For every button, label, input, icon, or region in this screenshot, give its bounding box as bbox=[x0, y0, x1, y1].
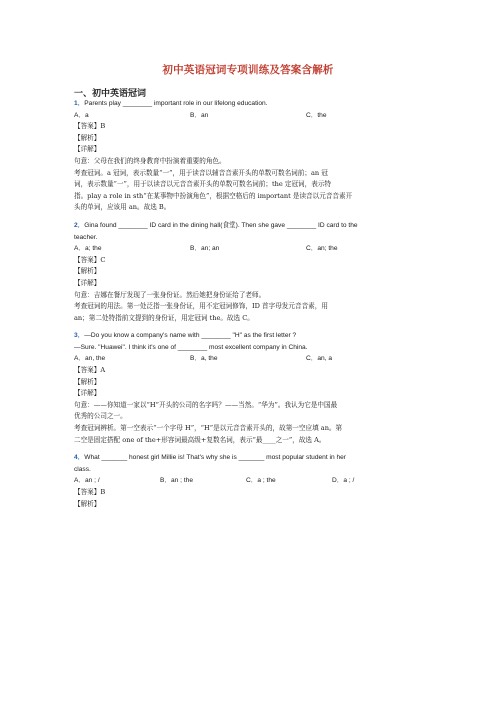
question-2 bbox=[74, 220, 424, 324]
analysis-line: 【解析】 bbox=[74, 499, 101, 508]
option-b: B．an bbox=[190, 111, 209, 119]
option-c: C．an; the bbox=[306, 245, 338, 253]
question-list bbox=[74, 98, 424, 510]
answer-line: 【答案】C bbox=[74, 255, 106, 264]
question-stem bbox=[74, 98, 424, 110]
explanation-line: 考查冠词辨析。第一空表示“一个字母 H”，“H”是以元音音素开头的，故第一空应填 an。第 bbox=[74, 424, 343, 433]
stem-text: What _______ honest girl Millie is! That's why she is _______ most popular student in her bbox=[84, 454, 347, 462]
explanation-line: 二空是固定搭配 one of the+形容词最高级+复数名词，表示“最____之一”，故选 A。 bbox=[74, 435, 326, 444]
explanation-line: 考查冠词。a 冠词，表示数量“一”，用于读音以辅音音素开头的单数可数名词前；an 冠 bbox=[74, 168, 328, 177]
option-b: B．a, the bbox=[190, 355, 218, 363]
answer-line: 【答案】B bbox=[74, 488, 106, 496]
question-stem-continued: teacher. bbox=[74, 233, 98, 241]
option-a: A．an, the bbox=[74, 355, 106, 363]
question-number: 1． bbox=[74, 100, 85, 107]
explanation-line: 头的单词，应该用 an。故选 B。 bbox=[74, 203, 171, 212]
answer-line: 【答案】B bbox=[74, 122, 106, 131]
option-c: C．the bbox=[306, 111, 327, 119]
question-stem-continued: class. bbox=[74, 465, 91, 473]
options-row bbox=[74, 475, 424, 487]
option-b: B．an; an bbox=[190, 245, 220, 253]
explanation-line: an；第二处特指前文提到的身份证，用定冠词 the。故选 C。 bbox=[74, 313, 254, 322]
stem-text: Gina found ________ ID card in the dining hall(食堂). Then she gave ________ ID card to the bbox=[84, 221, 358, 229]
explanation-line: 词，表示数量“一”，用于以读音以元音音素开头的单数可数名词前；the 定冠词，表示特 bbox=[74, 180, 332, 189]
option-d: D．a ; / bbox=[332, 477, 355, 485]
stem-text: —Do you know a company's name with ________ "H" as the first letter ? bbox=[84, 332, 297, 340]
option-c: C．an, a bbox=[306, 355, 333, 363]
analysis-line: 【解析】 bbox=[74, 133, 101, 142]
detail-line: 【详解】 bbox=[74, 278, 101, 287]
stem-text: Parents play ________ important role in our lifelong education. bbox=[84, 100, 268, 107]
question-stem bbox=[74, 452, 424, 464]
explanation-line: 句意：父母在我们的终身教育中扮演着重要的角色。 bbox=[74, 156, 226, 165]
explanation-line: 句意：吉娜在餐厅发现了一张身份证。然后她把身份证给了老师。 bbox=[74, 290, 266, 299]
explanation-line: 优秀的公司之一。 bbox=[74, 412, 127, 421]
analysis-line: 【解析】 bbox=[74, 377, 101, 386]
options-row bbox=[74, 110, 424, 122]
options-row bbox=[74, 353, 424, 365]
question-4 bbox=[74, 452, 424, 510]
question-stem-continued: —Sure. "Huawei". I think it's one of ________ most excellent company in China. bbox=[74, 343, 308, 351]
section-heading: 一、初中英语冠词 bbox=[74, 89, 147, 99]
option-a: A．a; the bbox=[74, 245, 102, 253]
question-stem bbox=[74, 220, 424, 232]
question-1 bbox=[74, 98, 424, 214]
document-title: 初中英语冠词专项训练及答案含解析 bbox=[162, 64, 334, 76]
option-c: C．a ; the bbox=[246, 477, 276, 485]
option-a: A．an ; / bbox=[74, 477, 100, 485]
question-number: 4． bbox=[74, 454, 85, 462]
explanation-line: 指。play a role in sth“在某事物中扮演角色”，根据空格后的 important 是读音以元音音素开 bbox=[74, 191, 353, 200]
detail-line: 【详解】 bbox=[74, 389, 101, 398]
explanation-line: 考查冠词的用法。第一处泛指一张身份证，用不定冠词修饰，ID 首字母发元音音素，用 bbox=[74, 302, 328, 311]
explanation-line: 句意：——你知道一家以“H”开头的公司的名字吗？——当然。“华为”。我认为它是中国最 bbox=[74, 400, 338, 409]
question-number: 3． bbox=[74, 332, 85, 340]
question-3 bbox=[74, 330, 424, 446]
question-stem bbox=[74, 330, 424, 342]
question-number: 2． bbox=[74, 221, 85, 229]
analysis-line: 【解析】 bbox=[74, 267, 101, 276]
option-a: A．a bbox=[74, 111, 89, 119]
answer-line: 【答案】A bbox=[74, 366, 106, 375]
options-row bbox=[74, 243, 424, 255]
option-b: B．an ; the bbox=[160, 477, 193, 485]
detail-line: 【详解】 bbox=[74, 145, 101, 154]
